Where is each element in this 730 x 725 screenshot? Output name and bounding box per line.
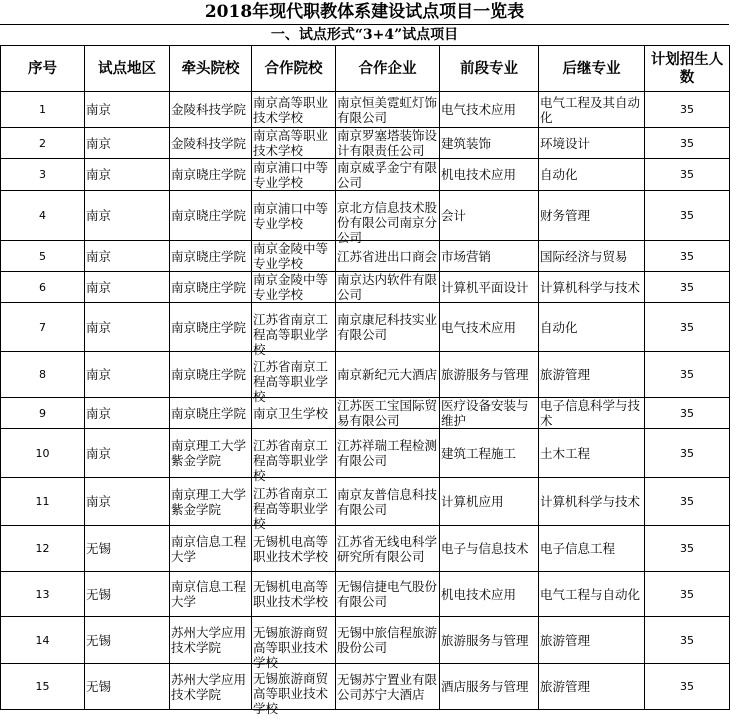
table-row bbox=[1, 617, 730, 664]
cell-partner-college bbox=[252, 526, 336, 572]
cell-front-major bbox=[440, 303, 539, 352]
cell-front-major-text: 计算机平面设计 bbox=[441, 279, 529, 295]
cell-plan-enrollment bbox=[645, 128, 730, 159]
table-row bbox=[1, 272, 730, 303]
cell-back-major-text: 旅游管理 bbox=[540, 367, 591, 382]
cell-no bbox=[1, 526, 85, 572]
cell-partner-college bbox=[252, 128, 336, 159]
cell-lead-college bbox=[170, 159, 252, 191]
cell-region-text: 南京 bbox=[86, 405, 112, 421]
cell-back-major bbox=[539, 664, 645, 710]
cell-front-major-text: 建筑装饰 bbox=[441, 135, 492, 151]
cell-back-major bbox=[539, 92, 645, 128]
cell-lead-college-text: 南京晓庄学院 bbox=[171, 405, 247, 421]
cell-region bbox=[85, 478, 170, 526]
cell-plan-enrollment bbox=[645, 617, 730, 664]
cell-region bbox=[85, 241, 170, 272]
cell-region-text: 南京 bbox=[86, 167, 112, 182]
cell-no bbox=[1, 352, 85, 398]
cell-region-text: 南京 bbox=[86, 494, 112, 509]
cell-partner-college bbox=[252, 572, 336, 617]
cell-no-text: 1 bbox=[39, 103, 46, 116]
cell-partner-company-text: 南京罗塞塔装饰设计有限责任公司 bbox=[337, 128, 438, 158]
cell-no bbox=[1, 664, 85, 710]
cell-no bbox=[1, 478, 85, 526]
cell-partner-college bbox=[252, 478, 336, 531]
cell-back-major bbox=[539, 526, 645, 572]
cell-lead-college bbox=[170, 128, 252, 159]
cell-plan-enrollment-text: 35 bbox=[680, 446, 694, 460]
cell-plan-enrollment bbox=[645, 303, 730, 352]
header-front-major: 前段专业 bbox=[440, 46, 539, 92]
cell-no bbox=[1, 92, 85, 128]
cell-partner-college bbox=[252, 429, 336, 483]
cell-front-major-text: 医疗设备安装与维护 bbox=[441, 398, 529, 428]
cell-plan-enrollment bbox=[645, 159, 730, 191]
cell-partner-company bbox=[336, 303, 440, 352]
cell-lead-college-text: 南京理工大学紫金学院 bbox=[171, 438, 247, 468]
cell-lead-college-text: 南京晓庄学院 bbox=[171, 167, 247, 182]
cell-lead-college-text: 苏州大学应用技术学院 bbox=[171, 625, 247, 655]
cell-no bbox=[1, 191, 85, 241]
cell-plan-enrollment bbox=[645, 272, 730, 303]
cell-back-major bbox=[539, 478, 645, 526]
cell-region bbox=[85, 664, 170, 710]
cell-region-text: 南京 bbox=[86, 102, 112, 117]
cell-lead-college-text: 南京晓庄学院 bbox=[171, 279, 247, 295]
cell-lead-college-text: 南京晓庄学院 bbox=[171, 208, 247, 223]
cell-back-major-text: 财务管理 bbox=[540, 208, 591, 223]
cell-back-major-text: 自动化 bbox=[540, 167, 578, 182]
cell-no-text: 8 bbox=[39, 368, 46, 381]
cell-partner-college bbox=[252, 664, 336, 716]
table-row bbox=[1, 303, 730, 352]
cell-front-major bbox=[440, 572, 539, 617]
cell-front-major bbox=[440, 617, 539, 664]
cell-front-major bbox=[440, 664, 539, 710]
cell-partner-college bbox=[252, 352, 336, 404]
cell-partner-company-text: 京北方信息技术股份有限公司南京分公司 bbox=[337, 200, 438, 245]
cell-region-text: 南京 bbox=[86, 135, 112, 151]
cell-lead-college bbox=[170, 398, 252, 429]
cell-partner-company-text: 无锡苏宁置业有限公司苏宁大酒店 bbox=[337, 671, 438, 702]
cell-no-text: 9 bbox=[39, 406, 46, 420]
cell-lead-college-text: 南京理工大学紫金学院 bbox=[171, 486, 247, 517]
cell-region-text: 南京 bbox=[86, 279, 112, 295]
cell-lead-college bbox=[170, 303, 252, 352]
cell-partner-college-text: 南京浦口中等专业学校 bbox=[253, 159, 329, 190]
cell-lead-college bbox=[170, 617, 252, 664]
header-partner-company: 合作企业 bbox=[336, 46, 440, 92]
cell-front-major-text: 旅游服务与管理 bbox=[441, 367, 529, 382]
cell-partner-college-text: 南京金陵中等专业学校 bbox=[253, 272, 329, 302]
cell-partner-company bbox=[336, 617, 440, 664]
cell-region bbox=[85, 526, 170, 572]
cell-plan-enrollment bbox=[645, 92, 730, 128]
cell-plan-enrollment-text: 35 bbox=[680, 320, 694, 334]
cell-back-major bbox=[539, 159, 645, 191]
cell-partner-company-text: 无锡中旅信程旅游股份公司 bbox=[337, 625, 438, 655]
cell-back-major bbox=[539, 303, 645, 352]
cell-partner-company bbox=[336, 572, 440, 617]
cell-partner-college-text: 南京高等职业技术学校 bbox=[253, 128, 329, 158]
cell-partner-college-text: 无锡机电高等职业技术学校 bbox=[253, 533, 329, 564]
header-region: 试点地区 bbox=[85, 46, 170, 92]
cell-partner-company-text: 江苏医工宝国际贸易有限公司 bbox=[337, 398, 438, 428]
cell-region bbox=[85, 429, 170, 478]
cell-plan-enrollment-text: 35 bbox=[680, 168, 694, 181]
cell-lead-college bbox=[170, 191, 252, 241]
cell-no bbox=[1, 303, 85, 352]
cell-no-text: 11 bbox=[35, 495, 50, 508]
cell-front-major bbox=[440, 398, 539, 429]
cell-region bbox=[85, 191, 170, 241]
cell-plan-enrollment bbox=[645, 478, 730, 526]
cell-front-major bbox=[440, 526, 539, 572]
cell-region bbox=[85, 272, 170, 303]
cell-front-major bbox=[440, 429, 539, 478]
cell-back-major-text: 环境设计 bbox=[540, 135, 591, 151]
cell-plan-enrollment-text: 35 bbox=[680, 368, 694, 381]
cell-partner-company bbox=[336, 398, 440, 429]
cell-no bbox=[1, 272, 85, 303]
cell-partner-college-text: 南京高等职业技术学校 bbox=[253, 94, 329, 125]
cell-region-text: 无锡 bbox=[86, 541, 112, 556]
cell-back-major-text: 电子信息工程 bbox=[540, 541, 616, 556]
cell-partner-college bbox=[252, 92, 336, 128]
cell-partner-college-text: 南京金陵中等专业学校 bbox=[253, 241, 329, 271]
cell-plan-enrollment-text: 35 bbox=[680, 249, 694, 263]
cell-back-major-text: 自动化 bbox=[540, 319, 578, 335]
cell-front-major-text: 建筑工程施工 bbox=[441, 445, 517, 461]
cell-back-major-text: 电子信息科学与技术 bbox=[540, 398, 641, 428]
cell-partner-college-text: 无锡旅游商贸高等职业技术学校 bbox=[253, 624, 329, 670]
cell-partner-company-text: 江苏祥瑞工程检测有限公司 bbox=[337, 438, 438, 468]
cell-back-major bbox=[539, 398, 645, 429]
cell-front-major-text: 计算机应用 bbox=[441, 494, 504, 509]
cell-region-text: 南京 bbox=[86, 445, 112, 461]
cell-back-major bbox=[539, 191, 645, 241]
table-row bbox=[1, 572, 730, 617]
header-lead-college: 牵头院校 bbox=[170, 46, 252, 92]
cell-back-major-text: 电气工程及其自动化 bbox=[540, 94, 641, 125]
cell-lead-college bbox=[170, 572, 252, 617]
cell-back-major-text: 土木工程 bbox=[540, 445, 591, 461]
cell-plan-enrollment-text: 35 bbox=[680, 542, 694, 555]
cell-region bbox=[85, 303, 170, 352]
cell-region-text: 无锡 bbox=[86, 632, 112, 648]
cell-plan-enrollment bbox=[645, 241, 730, 272]
header-plan-enrollment: 计划招生人数 bbox=[645, 46, 730, 92]
cell-lead-college-text: 金陵科技学院 bbox=[171, 102, 247, 117]
cell-partner-company bbox=[336, 159, 440, 191]
cell-region bbox=[85, 92, 170, 128]
table-row bbox=[1, 191, 730, 241]
cell-no-text: 13 bbox=[35, 587, 50, 601]
cell-lead-college-text: 南京晓庄学院 bbox=[171, 319, 247, 335]
cell-back-major-text: 计算机科学与技术 bbox=[540, 279, 641, 295]
cell-no-text: 12 bbox=[35, 542, 50, 555]
cell-back-major bbox=[539, 352, 645, 398]
cell-plan-enrollment-text: 35 bbox=[680, 495, 694, 508]
cell-partner-company bbox=[336, 272, 440, 303]
cell-back-major bbox=[539, 572, 645, 617]
cell-no-text: 10 bbox=[35, 446, 50, 460]
cell-plan-enrollment bbox=[645, 191, 730, 241]
cell-lead-college-text: 南京信息工程大学 bbox=[171, 533, 247, 564]
cell-partner-college-text: 江苏省南京工程高等职业学校 bbox=[253, 359, 329, 404]
cell-partner-college bbox=[252, 159, 336, 191]
cell-back-major-text: 电气工程与自动化 bbox=[540, 586, 641, 602]
cell-region bbox=[85, 352, 170, 398]
cell-partner-company bbox=[336, 92, 440, 128]
cell-no-text: 7 bbox=[39, 320, 46, 334]
cell-partner-college bbox=[252, 617, 336, 670]
cell-lead-college-text: 南京晓庄学院 bbox=[171, 248, 247, 264]
cell-partner-company-text: 南京威孚金宁有限公司 bbox=[337, 159, 438, 190]
cell-no-text: 15 bbox=[35, 680, 50, 693]
cell-lead-college-text: 苏州大学应用技术学院 bbox=[171, 671, 247, 702]
cell-no-text: 3 bbox=[39, 168, 46, 181]
cell-plan-enrollment-text: 35 bbox=[680, 633, 694, 647]
cell-plan-enrollment-text: 35 bbox=[680, 680, 694, 693]
table-row bbox=[1, 478, 730, 526]
cell-front-major-text: 市场营销 bbox=[441, 248, 492, 264]
cell-plan-enrollment bbox=[645, 429, 730, 478]
cell-plan-enrollment bbox=[645, 664, 730, 710]
cell-lead-college bbox=[170, 664, 252, 710]
table-row bbox=[1, 92, 730, 128]
cell-partner-college bbox=[252, 272, 336, 303]
cell-partner-college bbox=[252, 303, 336, 357]
cell-no bbox=[1, 572, 85, 617]
page-title: 2018年现代职教体系建设试点项目一览表 bbox=[204, 2, 525, 22]
cell-lead-college bbox=[170, 92, 252, 128]
cell-front-major bbox=[440, 241, 539, 272]
table-header-row bbox=[1, 46, 730, 92]
cell-partner-company-text: 江苏省进出口商会 bbox=[337, 248, 438, 264]
cell-front-major bbox=[440, 128, 539, 159]
cell-plan-enrollment-text: 35 bbox=[680, 209, 694, 222]
cell-no bbox=[1, 159, 85, 191]
cell-region bbox=[85, 617, 170, 664]
cell-front-major-text: 酒店服务与管理 bbox=[441, 679, 529, 694]
table-row bbox=[1, 352, 730, 398]
cell-front-major bbox=[440, 92, 539, 128]
cell-no-text: 4 bbox=[39, 209, 46, 222]
table-row bbox=[1, 128, 730, 159]
cell-region-text: 南京 bbox=[86, 319, 112, 335]
cell-lead-college bbox=[170, 241, 252, 272]
cell-front-major bbox=[440, 159, 539, 191]
cell-lead-college-text: 金陵科技学院 bbox=[171, 135, 247, 151]
cell-plan-enrollment-text: 35 bbox=[680, 280, 694, 294]
cell-no-text: 5 bbox=[39, 249, 46, 263]
cell-partner-company bbox=[336, 664, 440, 710]
cell-partner-company bbox=[336, 241, 440, 272]
cell-back-major bbox=[539, 128, 645, 159]
cell-partner-company-text: 南京友普信息科技有限公司 bbox=[337, 486, 438, 517]
cell-partner-company-text: 无锡信捷电气股份有限公司 bbox=[337, 579, 438, 609]
cell-back-major-text: 旅游管理 bbox=[540, 632, 591, 648]
cell-no bbox=[1, 398, 85, 429]
cell-front-major-text: 电子与信息技术 bbox=[441, 541, 529, 556]
cell-partner-company-text: 南京康尼科技实业有限公司 bbox=[337, 312, 438, 342]
cell-partner-college bbox=[252, 191, 336, 241]
cell-front-major bbox=[440, 352, 539, 398]
cell-front-major-text: 电气技术应用 bbox=[441, 102, 517, 117]
cell-region-text: 南京 bbox=[86, 208, 112, 223]
cell-region-text: 南京 bbox=[86, 248, 112, 264]
cell-front-major-text: 会计 bbox=[441, 208, 467, 223]
cell-lead-college-text: 南京信息工程大学 bbox=[171, 579, 247, 609]
cell-no-text: 6 bbox=[39, 280, 46, 294]
cell-front-major bbox=[440, 191, 539, 241]
cell-back-major-text: 国际经济与贸易 bbox=[540, 248, 628, 264]
cell-plan-enrollment bbox=[645, 526, 730, 572]
cell-region bbox=[85, 398, 170, 429]
project-table bbox=[0, 45, 730, 716]
cell-lead-college bbox=[170, 272, 252, 303]
cell-region-text: 无锡 bbox=[86, 586, 112, 602]
cell-partner-college-text: 江苏省南京工程高等职业学校 bbox=[253, 486, 329, 531]
cell-partner-company bbox=[336, 191, 440, 245]
cell-no bbox=[1, 128, 85, 159]
cell-front-major-text: 机电技术应用 bbox=[441, 167, 517, 182]
cell-partner-college-text: 南京卫生学校 bbox=[253, 405, 329, 421]
cell-region-text: 南京 bbox=[86, 367, 112, 382]
table-row bbox=[1, 159, 730, 191]
header-partner-college: 合作院校 bbox=[252, 46, 336, 92]
cell-front-major-text: 旅游服务与管理 bbox=[441, 632, 529, 648]
table-row bbox=[1, 241, 730, 272]
table-row bbox=[1, 429, 730, 478]
cell-back-major-text: 计算机科学与技术 bbox=[540, 494, 641, 509]
header-back-major: 后继专业 bbox=[539, 46, 645, 92]
cell-plan-enrollment-text: 35 bbox=[680, 587, 694, 601]
cell-no bbox=[1, 241, 85, 272]
cell-back-major bbox=[539, 429, 645, 478]
table-row bbox=[1, 526, 730, 572]
cell-partner-company-text: 南京新纪元大酒店 bbox=[337, 367, 438, 382]
cell-back-major-text: 旅游管理 bbox=[540, 679, 591, 694]
cell-region bbox=[85, 128, 170, 159]
cell-front-major bbox=[440, 272, 539, 303]
table-row bbox=[1, 398, 730, 429]
cell-partner-company bbox=[336, 128, 440, 159]
cell-partner-college-text: 无锡旅游商贸高等职业技术学校 bbox=[253, 671, 329, 716]
cell-partner-college bbox=[252, 241, 336, 272]
cell-plan-enrollment bbox=[645, 398, 730, 429]
cell-back-major bbox=[539, 241, 645, 272]
cell-plan-enrollment-text: 35 bbox=[680, 406, 694, 420]
cell-partner-company bbox=[336, 478, 440, 526]
table-row bbox=[1, 664, 730, 710]
cell-plan-enrollment-text: 35 bbox=[680, 103, 694, 116]
header-no: 序号 bbox=[1, 46, 85, 92]
cell-lead-college bbox=[170, 352, 252, 398]
cell-partner-company-text: 江苏省无线电科学研究所有限公司 bbox=[337, 533, 438, 564]
cell-region bbox=[85, 159, 170, 191]
cell-lead-college bbox=[170, 429, 252, 478]
cell-partner-company-text: 南京达内软件有限公司 bbox=[337, 272, 438, 302]
cell-partner-company bbox=[336, 352, 440, 398]
cell-no-text: 14 bbox=[35, 633, 50, 647]
cell-plan-enrollment bbox=[645, 572, 730, 617]
cell-back-major bbox=[539, 617, 645, 664]
cell-front-major-text: 电气技术应用 bbox=[441, 319, 517, 335]
cell-front-major bbox=[440, 478, 539, 526]
cell-partner-college-text: 无锡机电高等职业技术学校 bbox=[253, 579, 329, 609]
cell-lead-college-text: 南京晓庄学院 bbox=[171, 367, 247, 382]
cell-region bbox=[85, 572, 170, 617]
cell-partner-college-text: 江苏省南京工程高等职业学校 bbox=[253, 437, 329, 483]
cell-lead-college bbox=[170, 478, 252, 526]
section-subtitle: 一、试点形式“3+4”试点项目 bbox=[0, 24, 729, 46]
cell-no-text: 2 bbox=[39, 136, 46, 150]
cell-front-major-text: 机电技术应用 bbox=[441, 586, 517, 602]
cell-lead-college bbox=[170, 526, 252, 572]
cell-plan-enrollment-text: 35 bbox=[680, 136, 694, 150]
cell-plan-enrollment bbox=[645, 352, 730, 398]
cell-partner-college-text: 江苏省南京工程高等职业学校 bbox=[253, 311, 329, 357]
cell-partner-college-text: 南京浦口中等专业学校 bbox=[253, 200, 329, 231]
cell-region-text: 无锡 bbox=[86, 679, 112, 694]
cell-no bbox=[1, 617, 85, 664]
cell-back-major bbox=[539, 272, 645, 303]
cell-partner-company-text: 南京恒美霓虹灯饰有限公司 bbox=[337, 94, 438, 125]
cell-no bbox=[1, 429, 85, 478]
cell-partner-company bbox=[336, 526, 440, 572]
cell-partner-company bbox=[336, 429, 440, 478]
